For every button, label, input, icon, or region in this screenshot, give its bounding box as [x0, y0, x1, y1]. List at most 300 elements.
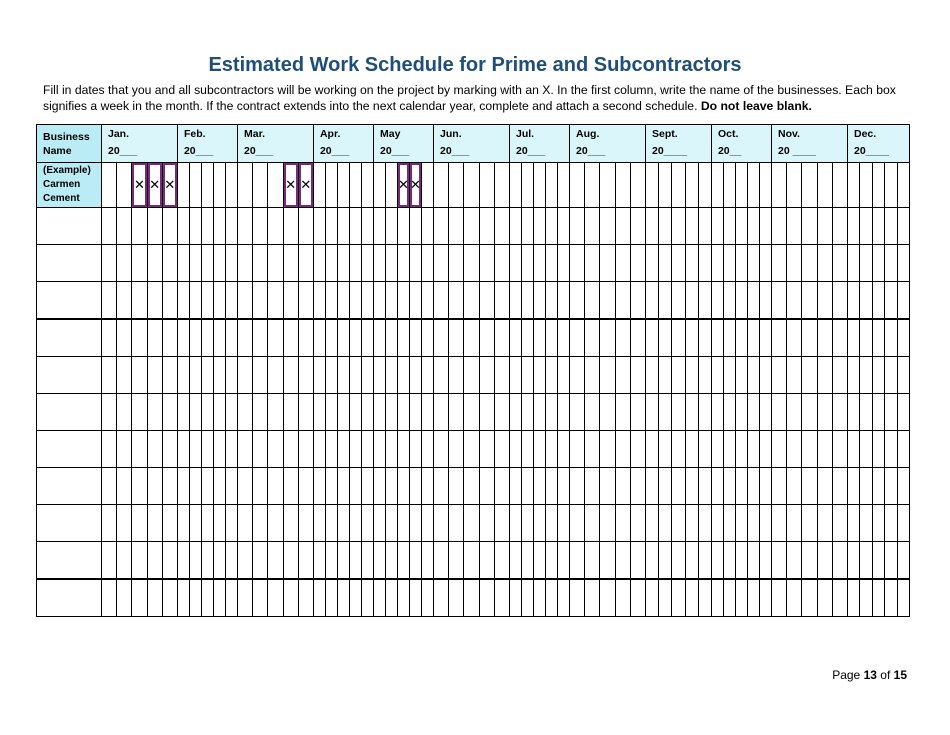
week-cell[interactable] [723, 542, 735, 580]
week-cell[interactable] [510, 579, 522, 617]
week-cell[interactable] [897, 357, 909, 394]
week-cell[interactable] [546, 245, 558, 282]
week-cell[interactable] [847, 208, 859, 245]
week-cell[interactable] [374, 319, 386, 357]
week-cell[interactable] [558, 579, 570, 617]
week-cell[interactable] [817, 208, 832, 245]
week-cell[interactable] [759, 505, 771, 542]
week-cell[interactable] [646, 542, 659, 580]
week-cell[interactable] [832, 542, 847, 580]
week-cell[interactable] [410, 579, 422, 617]
week-cell[interactable] [238, 468, 253, 505]
week-cell[interactable] [600, 505, 615, 542]
week-cell[interactable] [685, 282, 698, 320]
week-cell[interactable] [225, 542, 237, 580]
week-cell[interactable] [723, 163, 735, 208]
week-cell[interactable] [615, 579, 630, 617]
week-cell[interactable] [298, 431, 313, 468]
week-cell[interactable] [570, 431, 585, 468]
week-cell[interactable] [897, 542, 909, 580]
week-cell[interactable] [534, 163, 546, 208]
week-cell[interactable] [374, 542, 386, 580]
week-cell[interactable] [132, 579, 147, 617]
week-cell[interactable] [213, 505, 225, 542]
week-cell[interactable] [225, 319, 237, 357]
week-cell[interactable] [422, 282, 434, 320]
week-cell[interactable] [213, 319, 225, 357]
week-cell[interactable] [410, 319, 422, 357]
week-cell[interactable] [313, 394, 325, 431]
week-cell[interactable] [386, 208, 398, 245]
week-cell[interactable] [759, 282, 771, 320]
week-cell[interactable] [494, 319, 509, 357]
month-year[interactable]: 20___ [319, 145, 350, 157]
week-cell[interactable] [570, 245, 585, 282]
week-cell[interactable] [787, 357, 802, 394]
week-cell[interactable] [132, 208, 147, 245]
week-cell[interactable] [630, 245, 645, 282]
week-cell[interactable] [885, 163, 897, 208]
week-cell[interactable] [672, 542, 685, 580]
week-cell[interactable] [298, 163, 313, 208]
week-cell[interactable] [201, 282, 213, 320]
week-cell[interactable] [494, 394, 509, 431]
week-cell[interactable] [325, 357, 337, 394]
week-cell[interactable] [253, 542, 268, 580]
week-cell[interactable] [534, 208, 546, 245]
week-cell[interactable] [213, 208, 225, 245]
week-cell[interactable] [422, 579, 434, 617]
week-cell[interactable] [558, 542, 570, 580]
month-year[interactable]: 20___ [108, 145, 138, 157]
week-cell[interactable] [698, 542, 711, 580]
week-cell[interactable] [735, 505, 747, 542]
week-cell[interactable] [268, 282, 283, 320]
week-cell[interactable] [510, 505, 522, 542]
week-cell[interactable] [646, 505, 659, 542]
week-cell[interactable] [213, 542, 225, 580]
week-cell[interactable] [885, 505, 897, 542]
week-cell[interactable] [374, 208, 386, 245]
week-cell[interactable] [510, 394, 522, 431]
week-cell[interactable] [398, 163, 410, 208]
week-cell[interactable] [585, 394, 600, 431]
week-cell[interactable] [802, 319, 817, 357]
week-cell[interactable] [177, 394, 189, 431]
week-cell[interactable] [147, 357, 162, 394]
week-cell[interactable] [659, 357, 672, 394]
week-cell[interactable] [162, 505, 177, 542]
business-name-cell[interactable] [37, 208, 102, 245]
week-cell[interactable] [698, 505, 711, 542]
week-cell[interactable] [672, 163, 685, 208]
week-cell[interactable] [361, 394, 373, 431]
week-cell[interactable] [522, 319, 534, 357]
week-cell[interactable] [238, 579, 253, 617]
week-cell[interactable] [398, 542, 410, 580]
week-cell[interactable] [225, 163, 237, 208]
week-cell[interactable] [817, 468, 832, 505]
week-cell[interactable] [349, 163, 361, 208]
week-cell[interactable] [325, 208, 337, 245]
week-cell[interactable] [398, 245, 410, 282]
week-cell[interactable] [422, 542, 434, 580]
week-cell[interactable] [711, 431, 723, 468]
week-cell[interactable] [546, 431, 558, 468]
week-cell[interactable] [711, 505, 723, 542]
week-cell[interactable] [585, 542, 600, 580]
week-cell[interactable] [872, 163, 884, 208]
week-cell[interactable] [386, 505, 398, 542]
week-cell[interactable] [213, 579, 225, 617]
week-cell[interactable] [546, 163, 558, 208]
week-cell[interactable] [464, 505, 479, 542]
week-cell[interactable] [802, 394, 817, 431]
week-cell[interactable] [410, 394, 422, 431]
week-cell[interactable] [847, 468, 859, 505]
week-cell[interactable] [398, 579, 410, 617]
week-cell[interactable] [711, 468, 723, 505]
week-cell[interactable] [361, 319, 373, 357]
week-cell[interactable] [659, 579, 672, 617]
week-cell[interactable] [759, 357, 771, 394]
week-cell[interactable] [283, 282, 298, 320]
week-cell[interactable] [698, 319, 711, 357]
week-cell[interactable] [422, 163, 434, 208]
week-cell[interactable] [534, 579, 546, 617]
week-cell[interactable] [449, 505, 464, 542]
week-cell[interactable] [238, 245, 253, 282]
week-cell[interactable] [747, 208, 759, 245]
week-cell[interactable] [132, 357, 147, 394]
week-cell[interactable] [723, 468, 735, 505]
week-cell[interactable] [189, 505, 201, 542]
week-cell[interactable] [102, 208, 117, 245]
week-cell[interactable] [534, 431, 546, 468]
week-cell[interactable] [698, 579, 711, 617]
week-cell[interactable] [897, 505, 909, 542]
week-cell[interactable] [398, 319, 410, 357]
week-cell[interactable] [201, 208, 213, 245]
week-cell[interactable] [522, 394, 534, 431]
week-cell[interactable] [897, 245, 909, 282]
week-cell[interactable] [349, 468, 361, 505]
week-cell[interactable] [162, 319, 177, 357]
week-cell[interactable] [313, 282, 325, 320]
week-cell[interactable] [494, 208, 509, 245]
week-cell[interactable] [860, 357, 872, 394]
week-cell[interactable] [238, 505, 253, 542]
week-cell[interactable] [132, 431, 147, 468]
week-cell[interactable] [422, 505, 434, 542]
week-cell[interactable] [386, 579, 398, 617]
week-cell[interactable] [585, 357, 600, 394]
week-cell[interactable] [268, 319, 283, 357]
week-cell[interactable] [117, 431, 132, 468]
week-cell[interactable] [646, 357, 659, 394]
week-cell[interactable] [646, 468, 659, 505]
week-cell[interactable] [659, 282, 672, 320]
business-name-cell[interactable] [37, 394, 102, 431]
week-cell[interactable] [313, 319, 325, 357]
week-cell[interactable] [117, 163, 132, 208]
week-cell[interactable] [558, 357, 570, 394]
week-cell[interactable] [102, 319, 117, 357]
week-cell[interactable] [449, 431, 464, 468]
week-cell[interactable] [558, 394, 570, 431]
week-cell[interactable] [759, 542, 771, 580]
week-cell[interactable] [817, 245, 832, 282]
week-cell[interactable] [546, 505, 558, 542]
month-year[interactable]: 20___ [380, 145, 410, 157]
week-cell[interactable] [659, 245, 672, 282]
week-cell[interactable] [337, 468, 349, 505]
week-cell[interactable] [510, 542, 522, 580]
week-cell[interactable] [885, 208, 897, 245]
week-cell[interactable] [189, 282, 201, 320]
week-cell[interactable] [349, 505, 361, 542]
week-cell[interactable] [325, 431, 337, 468]
week-cell[interactable] [449, 579, 464, 617]
week-cell[interactable] [711, 542, 723, 580]
week-cell[interactable] [630, 579, 645, 617]
week-cell[interactable] [132, 245, 147, 282]
week-cell[interactable] [298, 468, 313, 505]
week-cell[interactable] [398, 357, 410, 394]
week-cell[interactable] [646, 319, 659, 357]
week-cell[interactable] [162, 394, 177, 431]
week-cell[interactable] [464, 394, 479, 431]
week-cell[interactable] [253, 282, 268, 320]
week-cell[interactable] [434, 579, 449, 617]
week-cell[interactable] [189, 208, 201, 245]
week-cell[interactable] [283, 431, 298, 468]
business-name-cell[interactable] [37, 245, 102, 282]
week-cell[interactable] [325, 468, 337, 505]
week-cell[interactable] [147, 579, 162, 617]
week-cell[interactable] [464, 579, 479, 617]
week-cell[interactable] [600, 394, 615, 431]
week-cell[interactable] [600, 579, 615, 617]
week-cell[interactable] [672, 431, 685, 468]
week-cell[interactable] [600, 208, 615, 245]
week-cell[interactable] [386, 357, 398, 394]
week-cell[interactable] [735, 319, 747, 357]
week-cell[interactable] [772, 579, 787, 617]
week-cell[interactable] [787, 282, 802, 320]
week-cell[interactable] [772, 505, 787, 542]
week-cell[interactable] [672, 468, 685, 505]
week-cell[interactable] [422, 208, 434, 245]
week-cell[interactable] [558, 163, 570, 208]
week-cell[interactable] [253, 357, 268, 394]
week-cell[interactable] [349, 431, 361, 468]
week-cell[interactable] [434, 542, 449, 580]
week-cell[interactable] [349, 208, 361, 245]
week-cell[interactable] [283, 468, 298, 505]
week-cell[interactable] [422, 394, 434, 431]
week-cell[interactable] [422, 245, 434, 282]
week-cell[interactable] [659, 505, 672, 542]
week-cell[interactable] [558, 245, 570, 282]
week-cell[interactable] [386, 468, 398, 505]
week-cell[interactable] [522, 245, 534, 282]
week-cell[interactable] [102, 394, 117, 431]
week-cell[interactable] [410, 431, 422, 468]
week-cell[interactable] [534, 282, 546, 320]
week-cell[interactable] [630, 319, 645, 357]
week-cell[interactable] [189, 163, 201, 208]
week-cell[interactable] [698, 394, 711, 431]
week-cell[interactable] [361, 245, 373, 282]
week-cell[interactable] [723, 245, 735, 282]
week-cell[interactable] [897, 431, 909, 468]
week-cell[interactable] [897, 579, 909, 617]
week-cell[interactable] [802, 163, 817, 208]
week-cell[interactable] [189, 394, 201, 431]
week-cell[interactable] [117, 579, 132, 617]
week-cell[interactable] [659, 394, 672, 431]
week-cell[interactable] [585, 245, 600, 282]
week-cell[interactable] [685, 431, 698, 468]
week-cell[interactable] [759, 394, 771, 431]
week-cell[interactable] [177, 505, 189, 542]
week-cell[interactable] [510, 431, 522, 468]
week-cell[interactable] [787, 468, 802, 505]
week-cell[interactable] [735, 579, 747, 617]
business-name-cell[interactable] [37, 542, 102, 580]
week-cell[interactable] [410, 542, 422, 580]
week-cell[interactable] [102, 431, 117, 468]
week-cell[interactable] [117, 394, 132, 431]
week-cell[interactable] [585, 163, 600, 208]
week-cell[interactable] [872, 431, 884, 468]
week-cell[interactable] [386, 282, 398, 320]
week-cell[interactable] [672, 245, 685, 282]
week-cell[interactable] [386, 163, 398, 208]
week-cell[interactable] [464, 319, 479, 357]
week-cell[interactable] [546, 542, 558, 580]
week-cell[interactable] [698, 468, 711, 505]
week-cell[interactable] [479, 282, 494, 320]
week-cell[interactable] [253, 319, 268, 357]
week-cell[interactable] [449, 542, 464, 580]
week-cell[interactable] [361, 357, 373, 394]
week-cell[interactable] [464, 431, 479, 468]
week-cell[interactable] [422, 468, 434, 505]
week-cell[interactable] [558, 282, 570, 320]
week-cell[interactable] [787, 542, 802, 580]
week-cell[interactable] [847, 357, 859, 394]
week-cell[interactable] [787, 163, 802, 208]
week-cell[interactable] [534, 245, 546, 282]
week-cell[interactable] [238, 431, 253, 468]
week-cell[interactable] [337, 579, 349, 617]
week-cell[interactable] [802, 468, 817, 505]
week-cell[interactable] [268, 579, 283, 617]
week-cell[interactable] [162, 163, 177, 208]
week-cell[interactable] [147, 505, 162, 542]
week-cell[interactable] [162, 431, 177, 468]
week-cell[interactable] [349, 319, 361, 357]
week-cell[interactable] [102, 542, 117, 580]
week-cell[interactable] [283, 163, 298, 208]
week-cell[interactable] [615, 282, 630, 320]
week-cell[interactable] [558, 505, 570, 542]
week-cell[interactable] [772, 394, 787, 431]
week-cell[interactable] [747, 431, 759, 468]
week-cell[interactable] [747, 505, 759, 542]
week-cell[interactable] [860, 468, 872, 505]
week-cell[interactable] [479, 579, 494, 617]
week-cell[interactable] [802, 542, 817, 580]
week-cell[interactable] [374, 163, 386, 208]
week-cell[interactable] [802, 282, 817, 320]
week-cell[interactable] [253, 245, 268, 282]
week-cell[interactable] [832, 505, 847, 542]
week-cell[interactable] [546, 208, 558, 245]
week-cell[interactable] [374, 394, 386, 431]
week-cell[interactable] [337, 163, 349, 208]
week-cell[interactable] [847, 505, 859, 542]
week-cell[interactable] [283, 319, 298, 357]
week-cell[interactable] [685, 468, 698, 505]
week-cell[interactable] [872, 542, 884, 580]
week-cell[interactable] [723, 394, 735, 431]
week-cell[interactable] [464, 245, 479, 282]
week-cell[interactable] [558, 468, 570, 505]
week-cell[interactable] [646, 208, 659, 245]
week-cell[interactable] [449, 282, 464, 320]
week-cell[interactable] [238, 542, 253, 580]
week-cell[interactable] [672, 282, 685, 320]
week-cell[interactable] [534, 505, 546, 542]
week-cell[interactable] [832, 245, 847, 282]
week-cell[interactable] [897, 282, 909, 320]
week-cell[interactable] [213, 163, 225, 208]
week-cell[interactable] [522, 468, 534, 505]
week-cell[interactable] [698, 282, 711, 320]
week-cell[interactable] [872, 505, 884, 542]
week-cell[interactable] [313, 431, 325, 468]
week-cell[interactable] [600, 357, 615, 394]
week-cell[interactable] [238, 282, 253, 320]
week-cell[interactable] [685, 245, 698, 282]
week-cell[interactable] [298, 282, 313, 320]
week-cell[interactable] [847, 431, 859, 468]
week-cell[interactable] [672, 579, 685, 617]
week-cell[interactable] [885, 357, 897, 394]
week-cell[interactable] [147, 542, 162, 580]
week-cell[interactable] [337, 245, 349, 282]
week-cell[interactable] [283, 394, 298, 431]
week-cell[interactable] [630, 542, 645, 580]
week-cell[interactable] [162, 579, 177, 617]
week-cell[interactable] [434, 357, 449, 394]
week-cell[interactable] [225, 245, 237, 282]
week-cell[interactable] [189, 431, 201, 468]
business-name-cell[interactable] [37, 431, 102, 468]
week-cell[interactable] [847, 163, 859, 208]
week-cell[interactable] [885, 431, 897, 468]
week-cell[interactable] [201, 431, 213, 468]
week-cell[interactable] [313, 208, 325, 245]
week-cell[interactable] [735, 163, 747, 208]
week-cell[interactable] [132, 163, 147, 208]
month-year[interactable]: 20___ [244, 145, 274, 157]
week-cell[interactable] [615, 357, 630, 394]
week-cell[interactable] [698, 208, 711, 245]
